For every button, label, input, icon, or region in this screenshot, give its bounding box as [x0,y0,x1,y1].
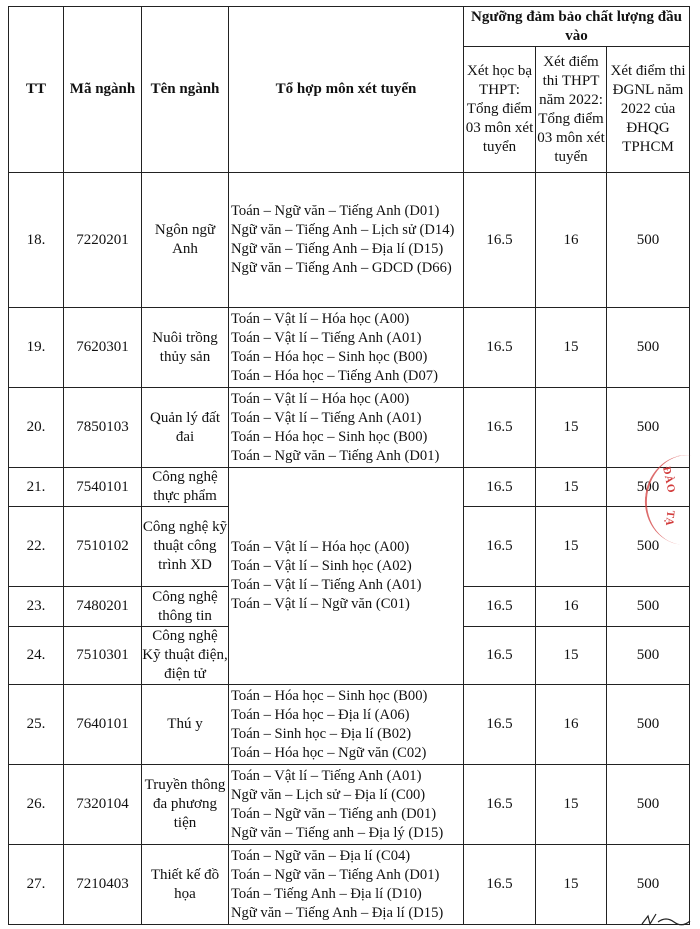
row-tt: 27. [9,845,64,925]
row-ten: Truyền thông đa phương tiện [142,765,229,845]
row-thpt: 15 [536,507,607,587]
combo-item: Toán – Ngữ văn – Địa lí (C04) [231,847,411,864]
combo-item: Toán – Vật lí – Tiếng Anh (A01) [231,577,422,593]
row-tt: 22. [9,507,64,587]
row-dgnl: 500 [607,308,690,388]
header-ten-nganh: Tên ngành [142,7,229,173]
combo-item: Ngữ văn – Tiếng Anh – Địa lí (D15) [231,904,444,921]
row-dgnl: 500 [607,587,690,627]
combo-item: Toán – Vật lí – Tiếng Anh (A01) [231,767,422,784]
combo-item: Toán – Vật lí – Ngữ văn (C01) [231,596,410,612]
row-ma: 7850103 [64,388,142,468]
table-row [9,468,690,507]
combo-item: Toán – Vật lí – Hóa học (A00) [231,539,410,555]
combo-item: Toán – Hóa học – Ngữ văn (C02) [231,744,427,761]
row-hoc-ba: 16.5 [464,765,536,845]
row-dgnl: 500 [607,765,690,845]
combo-item: Ngữ văn – Tiếng Anh – Địa lí (D15) [231,241,444,257]
row-ten: Công nghệ Kỹ thuật điện, điện tử [142,627,229,685]
combo-item: Toán – Ngữ văn – Tiếng Anh (D01) [231,447,440,464]
row-thpt: 15 [536,765,607,845]
row-dgnl: 500 [607,685,690,765]
row-ten: Quản lý đất đai [142,388,229,468]
combo-item: Toán – Hóa học – Sinh học (B00) [231,428,428,445]
row-ma: 7510102 [64,507,142,587]
row-ten: Công nghệ thực phẩm [142,468,229,507]
table-row [9,388,690,468]
row-combos [229,173,464,308]
table-row [9,685,690,765]
row-tt: 21. [9,468,64,507]
row-dgnl: 500 [607,468,690,507]
combo-item: Toán – Vật lí – Tiếng Anh (A01) [231,329,422,346]
header-dgnl: Xét điểm thi ĐGNL năm 2022 của ĐHQG TPHCM [607,47,690,173]
row-ten: Công nghệ thông tin [142,587,229,627]
row-dgnl: 500 [607,173,690,308]
row-tt: 26. [9,765,64,845]
row-ma: 7320104 [64,765,142,845]
row-ma: 7540101 [64,468,142,507]
header-hoc-ba: Xét học bạ THPT: Tổng điểm 03 môn xét tuyển [464,47,536,173]
row-ten: Thú y [142,685,229,765]
header-to-hop: Tổ hợp môn xét tuyển [229,7,464,173]
header-tt: TT [9,7,64,173]
combo-item: Toán – Sinh học – Địa lí (B02) [231,725,412,742]
row-thpt: 15 [536,845,607,925]
signature-mark [640,912,692,926]
row-combos [229,765,464,845]
row-thpt: 16 [536,587,607,627]
row-ten: Nuôi trồng thủy sản [142,308,229,388]
row-tt: 19. [9,308,64,388]
row-hoc-ba: 16.5 [464,587,536,627]
table-row [9,765,690,845]
combo-item: Toán – Ngữ văn – Tiếng Anh (D01) [231,203,440,219]
row-tt: 25. [9,685,64,765]
table-row [9,308,690,388]
table-row [9,173,690,308]
row-combos [229,308,464,388]
row-ten: Ngôn ngữ Anh [142,173,229,308]
row-hoc-ba: 16.5 [464,845,536,925]
row-dgnl: 500 [607,845,690,925]
row-thpt: 15 [536,468,607,507]
combo-item: Toán – Vật lí – Hóa học (A00) [231,310,410,327]
row-combos [229,388,464,468]
row-tt: 20. [9,388,64,468]
combo-item: Toán – Hóa học – Sinh học (B00) [231,687,428,704]
combo-item: Ngữ văn – Lịch sử – Địa lí (C00) [231,786,426,803]
stamp-text: TẠ [662,509,677,527]
row-hoc-ba: 16.5 [464,308,536,388]
header-nguong: Ngưỡng đảm bảo chất lượng đầu vào [464,7,690,47]
combo-item: Toán – Ngữ văn – Tiếng anh (D01) [231,805,437,822]
row-dgnl: 500 [607,627,690,685]
combo-item: Toán – Tiếng Anh – Địa lí (D10) [231,885,422,902]
row-hoc-ba: 16.5 [464,388,536,468]
row-hoc-ba: 16.5 [464,685,536,765]
row-ten: Công nghệ kỹ thuật công trình XD [142,507,229,587]
header-thpt: Xét điểm thi THPT năm 2022: Tổng điểm 03 môn xét tuyển [536,47,607,173]
combo-item: Ngữ văn – Tiếng Anh – Lịch sử (D14) [231,222,455,238]
header-ma-nganh: Mã ngành [64,7,142,173]
combo-item: Toán – Vật lí – Sinh học (A02) [231,558,412,574]
row-dgnl: 500 [607,388,690,468]
combo-item: Toán – Hóa học – Sinh học (B00) [231,348,428,365]
combo-item: Toán – Hóa học – Tiếng Anh (D07) [231,367,438,384]
table-row [9,845,690,925]
row-ma: 7510301 [64,627,142,685]
row-tt: 23. [9,587,64,627]
row-hoc-ba: 16.5 [464,507,536,587]
row-tt: 24. [9,627,64,685]
row-hoc-ba: 16.5 [464,468,536,507]
combo-item: Toán – Ngữ văn – Tiếng Anh (D01) [231,866,440,883]
row-ma: 7640101 [64,685,142,765]
row-hoc-ba: 16.5 [464,173,536,308]
row-ma: 7210403 [64,845,142,925]
row-ma: 7620301 [64,308,142,388]
row-thpt: 15 [536,308,607,388]
combo-item: Toán – Vật lí – Tiếng Anh (A01) [231,409,422,426]
stamp-text: ĐÀO [660,465,678,495]
row-combos [229,685,464,765]
combo-item: Ngữ văn – Tiếng Anh – GDCD (D66) [231,260,452,276]
combo-item: Toán – Vật lí – Hóa học (A00) [231,390,410,407]
combo-item: Ngữ văn – Tiếng anh – Địa lý (D15) [231,824,444,841]
admission-threshold-table [8,6,690,925]
row-tt: 18. [9,173,64,308]
row-hoc-ba: 16.5 [464,627,536,685]
row-dgnl: 500 [607,507,690,587]
row-thpt: 16 [536,685,607,765]
combo-item: Toán – Hóa học – Địa lí (A06) [231,706,410,723]
row-thpt: 15 [536,388,607,468]
row-thpt: 16 [536,173,607,308]
row-combos [229,845,464,925]
row-ma: 7480201 [64,587,142,627]
row-thpt: 15 [536,627,607,685]
row-ten: Thiết kế đồ họa [142,845,229,925]
row-ma: 7220201 [64,173,142,308]
shared-combos [229,468,464,685]
